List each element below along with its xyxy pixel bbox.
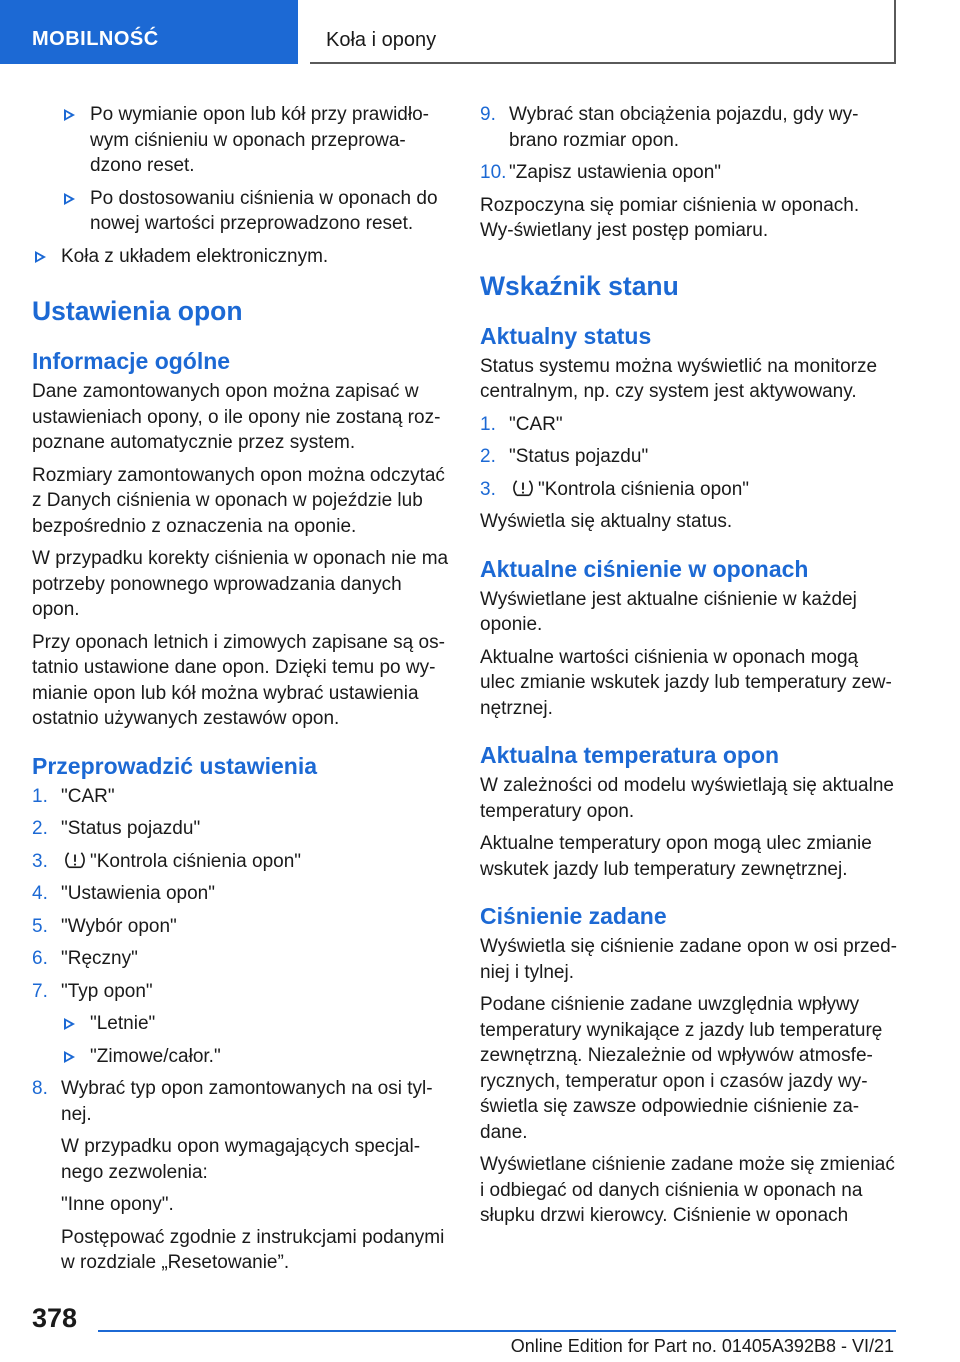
triangle-bullet-item: "Letnie" — [32, 1011, 450, 1037]
paragraph: Przy oponach letnich i zimowych zapisane są os-tatnio ustawione dane opon. Dzięki temu po wy-mianie opon lub kół można wybrać ustawienia ostatnio używanych zestawów opon. — [32, 631, 445, 729]
status-steps-list — [480, 412, 898, 503]
configure-steps-list-continued — [480, 102, 898, 186]
paragraph: Rozmiary zamontowanych opon można odczytać z Danych ciśnienia w oponach w pojeździe lub bezpośrednio z oznaczenia na oponie. — [32, 464, 445, 537]
configure-steps-list — [32, 784, 450, 1276]
paragraph: Dane zamontowanych opon można zapisać w ustawieniach opony, o ile opony nie zostaną roz-poznane automatycznie przez system. — [32, 381, 441, 453]
step-item: 8. Wybrać typ opon zamontowanych na osi tyl-nej. W przypadku opon wymagających specjal-nego zezwolenia: "Inne opony". Postępować zgodnie z instrukcjami podanymi w rozdziale „Resetowanie”. — [32, 1076, 450, 1276]
paragraph: Status systemu można wyświetlić na monitorze centralnym, np. czy system jest aktywowany. — [480, 355, 878, 402]
paragraph: W zależności od modelu wyświetlają się aktualne temperatury opon. — [480, 775, 894, 822]
paragraph: Podane ciśnienie zadane uwzględnia wpływy temperatury wynikające z jazdy lub temperaturę zewnętrzną. Niezależnie od wpływów atmosfe-rycznych, temperatur opon i czasów jazdy wy-świetla się zawsze odpowiednie ciśnienie za-dane. — [480, 994, 883, 1143]
step-continuation: W przypadku opon wymagających specjal-nego zezwolenia: — [61, 1136, 421, 1183]
edition-note: Online Edition for Part no. 01405A392B8 - VI/21 — [510, 1336, 894, 1356]
paragraph: W przypadku korekty ciśnienia w oponach nie ma potrzeby ponownego wprowadzania danych opon. — [32, 548, 449, 620]
triangle-bullet-item: Po dostosowaniu ciśnienia w oponach do nowej wartości przeprowadzono reset. — [32, 186, 450, 237]
tire-pressure-warning-icon — [512, 478, 534, 498]
triangle-bullet-item: Po wymianie opon lub kół przy prawidło-wym ciśnieniu w oponach przeprowa-dzono reset. — [32, 102, 450, 179]
footer-divider — [98, 1330, 896, 1332]
step-continuation: "Inne opony". — [61, 1194, 174, 1215]
triangle-bullet-item: Koła z układem elektronicznym. — [32, 244, 450, 270]
heading-current-status: Aktualny status — [480, 322, 652, 349]
step-item: 5. "Wybór opon" — [32, 915, 177, 937]
triangle-bullet-item: "Zimowe/całor." — [32, 1044, 450, 1070]
step-item: 3. "Kontrola ciśnienia opon" — [480, 478, 750, 500]
step-item: 7. "Typ opon" "Letnie" "Zimowe/całor." — [32, 979, 450, 1070]
step-item: 1. "CAR" — [32, 785, 115, 807]
heading-target-pressure: Ciśnienie zadane — [480, 903, 667, 929]
page-number: 378 — [32, 1303, 78, 1333]
paragraph: Wyświetlane ciśnienie zadane może się zmieniać i odbiegać od danych ciśnienia w oponach na słupku drzwi kierowcy. Ciśnienie w oponach — [480, 1154, 895, 1226]
paragraph: Aktualne wartości ciśnienia w oponach mogą ulec zmianie wskutek jazdy lub temperatury zew-nętrznej. — [480, 646, 892, 719]
header-section-tab: MOBILNOŚĆ — [0, 0, 298, 64]
step-item: 6. "Ręczny" — [32, 948, 138, 969]
heading-current-temperature: Aktualna temperatura opon — [480, 742, 780, 768]
paragraph: Wyświetla się aktualny status. — [480, 511, 733, 532]
header-chapter-title: Koła i opony — [326, 29, 437, 51]
heading-tire-settings: Ustawienia opon — [32, 296, 243, 326]
step-item: 2. "Status pojazdu" — [32, 818, 201, 839]
step-item: 2. "Status pojazdu" — [480, 446, 649, 467]
step-item: 10. "Zapisz ustawienia opon" — [480, 162, 722, 183]
heading-status-indicator: Wskaźnik stanu — [480, 270, 679, 301]
tire-pressure-warning-icon — [64, 850, 86, 870]
step-item: 4. "Ustawienia opon" — [32, 883, 215, 904]
heading-current-pressure: Aktualne ciśnienie w oponach — [480, 555, 809, 582]
paragraph: Aktualne temperatury opon mogą ulec zmianie wskutek jazdy lub temperatury zewnętrznej. — [480, 833, 872, 880]
paragraph: Rozpoczyna się pomiar ciśnienia w oponach. Wy-świetlany jest postęp pomiaru. — [480, 194, 860, 241]
step-item: 9. Wybrać stan obciążenia pojazdu, gdy wy-brano rozmiar opon. — [480, 104, 859, 151]
step-item: 3. "Kontrola ciśnienia opon" — [32, 850, 302, 872]
right-column — [480, 102, 898, 1236]
header-chapter-box — [310, 0, 896, 64]
step-item: 1. "CAR" — [480, 413, 563, 435]
left-column — [32, 102, 450, 1283]
step-continuation: Postępować zgodnie z instrukcjami podanymi w rozdziale „Resetowanie”. — [61, 1226, 445, 1273]
heading-configure: Przeprowadzić ustawienia — [32, 752, 318, 779]
paragraph: Wyświetla się ciśnienie zadane opon w osi przed-niej i tylnej. — [480, 936, 897, 983]
paragraph: Wyświetlane jest aktualne ciśnienie w każdej oponie. — [480, 588, 857, 635]
heading-general-info: Informacje ogólne — [32, 348, 231, 374]
